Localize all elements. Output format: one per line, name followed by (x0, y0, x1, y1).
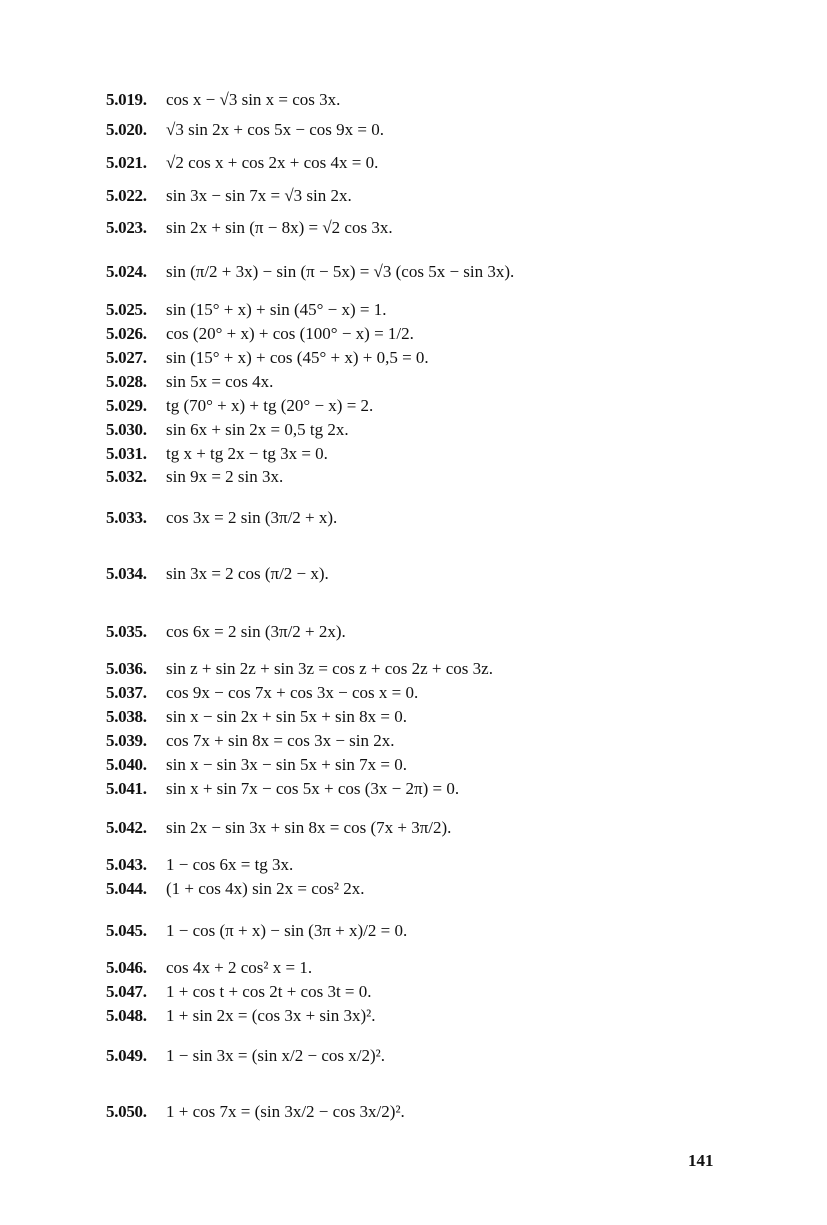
problem-number: 5.042. (106, 818, 147, 837)
problem-number: 5.047. (106, 982, 147, 1001)
problem-5-044 (106, 879, 365, 899)
problem-5-035 (106, 622, 346, 642)
problem-5-037 (106, 683, 418, 703)
problem-equation: tg (70° + x) + tg (20° − x) = 2. (166, 396, 374, 415)
problem-equation: cos 7x + sin 8x = cos 3x − sin 2x. (166, 731, 395, 750)
problem-number: 5.039. (106, 731, 147, 750)
problem-number: 5.022. (106, 186, 147, 205)
problem-equation: 1 + sin 2x = (cos 3x + sin 3x)². (166, 1006, 376, 1025)
page-number: 141 (688, 1151, 714, 1170)
problem-5-042 (106, 818, 451, 838)
problem-equation: sin (π/2 + 3x) − sin (π − 5x) = √3 (cos 5x − sin 3x). (166, 262, 515, 281)
problem-5-029 (106, 396, 373, 416)
problem-number: 5.030. (106, 420, 147, 439)
problem-number: 5.021. (106, 153, 147, 172)
problem-equation: sin (15° + x) + sin (45° − x) = 1. (166, 300, 387, 319)
problem-number: 5.038. (106, 707, 147, 726)
problem-number: 5.041. (106, 779, 147, 798)
problem-number: 5.026. (106, 324, 147, 343)
problem-number: 5.040. (106, 755, 147, 774)
problem-equation: cos 9x − cos 7x + cos 3x − cos x = 0. (166, 683, 419, 702)
problem-number: 5.035. (106, 622, 147, 641)
problem-5-027 (106, 348, 429, 368)
problem-number: 5.044. (106, 879, 147, 898)
problem-number: 5.036. (106, 659, 147, 678)
problem-5-047 (106, 982, 372, 1002)
problem-equation: sin 5x = cos 4x. (166, 372, 274, 391)
problem-equation: √2 cos x + cos 2x + cos 4x = 0. (166, 153, 379, 172)
problem-number: 5.025. (106, 300, 147, 319)
problem-equation: sin 2x − sin 3x + sin 8x = cos (7x + 3π/2). (166, 818, 452, 837)
problem-equation: sin 9x = 2 sin 3x. (166, 467, 284, 486)
problem-5-020 (106, 120, 384, 140)
problem-5-031 (106, 444, 328, 464)
problem-equation: √3 sin 2x + cos 5x − cos 9x = 0. (166, 120, 385, 139)
problem-number: 5.029. (106, 396, 147, 415)
problem-number: 5.020. (106, 120, 147, 139)
problem-5-043 (106, 855, 293, 875)
problem-equation: sin z + sin 2z + sin 3z = cos z + cos 2z + cos 3z. (166, 659, 493, 678)
problem-equation: cos 4x + 2 cos² x = 1. (166, 958, 313, 977)
problem-5-019 (106, 90, 340, 110)
problem-equation: 1 + cos t + cos 2t + cos 3t = 0. (166, 982, 372, 1001)
problem-5-023 (106, 218, 393, 238)
problem-equation: sin (15° + x) + cos (45° + x) + 0,5 = 0. (166, 348, 429, 367)
problem-5-022 (106, 186, 352, 206)
problem-equation: sin x − sin 2x + sin 5x + sin 8x = 0. (166, 707, 407, 726)
problem-number: 5.048. (106, 1006, 147, 1025)
problem-equation: sin 3x − sin 7x = √3 sin 2x. (166, 186, 352, 205)
problem-equation: sin x − sin 3x − sin 5x + sin 7x = 0. (166, 755, 407, 774)
problem-5-030 (106, 420, 349, 440)
problem-5-033 (106, 508, 337, 528)
problem-equation: 1 − cos (π + x) − sin (3π + x)/2 = 0. (166, 921, 408, 940)
problem-number: 5.019. (106, 90, 147, 109)
problem-number: 5.037. (106, 683, 147, 702)
problem-5-032 (106, 467, 283, 487)
problem-equation: sin 2x + sin (π − 8x) = √2 cos 3x. (166, 218, 393, 237)
problem-number: 5.033. (106, 508, 147, 527)
problem-equation: 1 − cos 6x = tg 3x. (166, 855, 294, 874)
problem-number: 5.045. (106, 921, 147, 940)
problem-equation: cos (20° + x) + cos (100° − x) = 1/2. (166, 324, 414, 343)
problem-number: 5.032. (106, 467, 147, 486)
problem-equation: tg x + tg 2x − tg 3x = 0. (166, 444, 328, 463)
problem-equation: sin 6x + sin 2x = 0,5 tg 2x. (166, 420, 349, 439)
problem-5-036 (106, 659, 493, 679)
problem-5-025 (106, 300, 387, 320)
problem-equation: cos 3x = 2 sin (3π/2 + x). (166, 508, 338, 527)
problem-5-046 (106, 958, 312, 978)
problem-number: 5.031. (106, 444, 147, 463)
problem-equation: sin x + sin 7x − cos 5x + cos (3x − 2π) = 0. (166, 779, 460, 798)
problem-5-024 (106, 262, 514, 282)
problem-5-039 (106, 731, 395, 751)
problem-number: 5.023. (106, 218, 147, 237)
problem-equation: 1 − sin 3x = (sin x/2 − cos x/2)². (166, 1046, 385, 1065)
problem-5-021 (106, 153, 378, 173)
problem-equation: cos 6x = 2 sin (3π/2 + 2x). (166, 622, 346, 641)
problem-number: 5.050. (106, 1102, 147, 1121)
problem-equation: 1 + cos 7x = (sin 3x/2 − cos 3x/2)². (166, 1102, 405, 1121)
problem-5-045 (106, 921, 407, 941)
problem-5-050 (106, 1102, 405, 1122)
problem-number: 5.028. (106, 372, 147, 391)
problem-5-041 (106, 779, 459, 799)
problem-equation: cos x − √3 sin x = cos 3x. (166, 90, 341, 109)
problem-5-038 (106, 707, 407, 727)
problem-5-034 (106, 564, 329, 584)
problem-equation: (1 + cos 4x) sin 2x = cos² 2x. (166, 879, 365, 898)
problem-5-026 (106, 324, 414, 344)
problem-number: 5.034. (106, 564, 147, 583)
problem-number: 5.046. (106, 958, 147, 977)
problem-number: 5.027. (106, 348, 147, 367)
problem-5-048 (106, 1006, 376, 1026)
problem-number: 5.043. (106, 855, 147, 874)
problem-5-049 (106, 1046, 385, 1066)
problem-number: 5.049. (106, 1046, 147, 1065)
problem-5-028 (106, 372, 273, 392)
problem-number: 5.024. (106, 262, 147, 281)
problem-equation: sin 3x = 2 cos (π/2 − x). (166, 564, 329, 583)
problem-5-040 (106, 755, 407, 775)
